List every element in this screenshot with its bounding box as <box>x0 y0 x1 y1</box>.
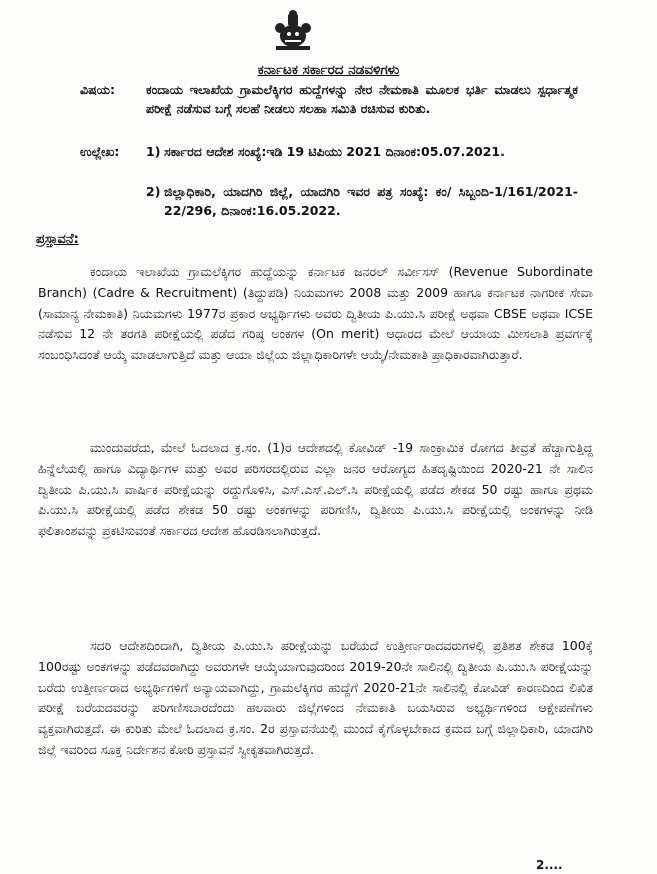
state-emblem-icon <box>270 8 316 54</box>
reference-text: ಜಿಲ್ಲಾಧಿಕಾರಿ, ಯಾದಗಿರಿ ಜಿಲ್ಲೆ, ಯಾದಗಿರಿ ಇವರ ಪತ್ರ ಸಂಖ್ಯೆ: ಕಂ/ ಸಿಬ್ಬಂದಿ-1/161/2021-22/296, ದಿನಾಂಕ:16.05.2022. <box>164 184 578 218</box>
reference-text: ಸರ್ಕಾರದ ಆದೇಶ ಸಂಖ್ಯೆ:ಇಡಿ 19 ಟಿಪಿಯು 2021 ದಿನಾಂಕ:05.07.2021. <box>164 144 505 159</box>
paragraph-1: ಕಂದಾಯ ಇಲಾಖೆಯ ಗ್ರಾಮಲೆಕ್ಕಿಗರ ಹುದ್ದೆಯನ್ನು ಕರ್ನಾಟಕ ಜನರಲ್ ಸರ್ವೀಸಸ್ (Revenue Subordinate Branch) (Cadre & Recruitment) (ತಿದ್ದುಪಡಿ) ನಿಯಮಗಳು 2008 ಮತ್ತು 2009 ಹಾಗೂ ಕರ್ನಾಟಕ ನಾಗರೀಕ ಸೇವಾ (ಸಾಮಾನ್ಯ ನೇಮಕಾತಿ) ನಿಯಮಗಳು 1977ರ ಪ್ರಕಾರ ಅಭ್ಯರ್ಥಿಗಳು ಅವರು ದ್ವಿತೀಯ ಪಿ.ಯು.ಸಿ ಪರೀಕ್ಷೆ ಅಥವಾ CBSE ಅಥವಾ ICSE ನಡೆಸುವ 12 ನೇ ತರಗತಿ ಪರೀಕ್ಷೆಯಲ್ಲಿ ಪಡೆದ ಗರಿಷ್ಠ ಅಂಕಗಳ (On merit) ಆಧಾರದ ಮೇಲೆ ಆಯಾಯ ಮೀಸಲಾತಿ ಪ್ರವರ್ಗಕ್ಕೆ ಸಂಬಂಧಿಸಿದಂತೆ ಆಯ್ಕೆ ಮಾಡಲಾಗುತ್ತಿದೆ ಮತ್ತು ಆಯಾ ಜಿಲ್ಲೆಯ ಜಿಲ್ಲಾಧಿಕಾರಿಗಳೇ ಆಯ್ಕೆ/ನೇಮಕಾತಿ ಪ್ರಾಧಿಕಾರವಾಗಿರುತ್ತಾರೆ. <box>38 264 593 363</box>
paragraph-2: ಮುಂದುವರೆದು, ಮೇಲೆ ಓದಲಾದ ಕ್ರ.ಸಂ. (1)ರ ಆದೇಶದಲ್ಲಿ ಕೋವಿಡ್ -19 ಸಾಂಕ್ರಾಮಿಕ ರೋಗದ ತೀವ್ರತೆ ಹೆಚ್ಚಾಗುತ್ತಿದ್ದ ಹಿನ್ನೆಲೆಯಲ್ಲಿ ಹಾಗೂ ವಿದ್ಯಾರ್ಥಿಗಳ ಮತ್ತು ಅವರ ಪರಿಸರದಲ್ಲಿರುವ ಎಲ್ಲಾ ಜನರ ಆರೋಗ್ಯದ ಹಿತದೃಷ್ಟಿಯಿಂದ 2020-21 ನೇ ಸಾಲಿನ ದ್ವಿತೀಯ ಪಿ.ಯು.ಸಿ ವಾರ್ಷಿಕ ಪರೀಕ್ಷೆಯನ್ನು ರದ್ದುಗೊಳಿಸಿ, ಎಸ್.ಎಸ್.ಎಲ್.ಸಿ ಪರೀಕ್ಷೆಯಲ್ಲಿ ಪಡೆದ ಶೇಕಡ 50 ರಷ್ಟು ಹಾಗೂ ಪ್ರಥಮ ಪಿ.ಯು.ಸಿ ಪರೀಕ್ಷೆಯಲ್ಲಿ ಪಡೆದ ಶೇಕಡ 50 ರಷ್ಟು ಅಂಕಗಳನ್ನು ಪರಿಗಣಿಸಿ, ದ್ವಿತೀಯ ಪಿ.ಯು.ಸಿ ಪರೀಕ್ಷೆಯಲ್ಲಿ ಅಂಕಗಳನ್ನು ನೀಡಿ ಫಲಿತಾಂಶವನ್ನು ಪ್ರಕಟಿಸುವಂತೆ ಸರ್ಕಾರದ ಆದೇಶ ಹೊರಡಿಸಲಾಗಿರುತ್ತದೆ. <box>38 440 593 539</box>
subject-label: ವಿಷಯ: <box>80 82 115 97</box>
reference-label: ಉಲ್ಲೇಖ: <box>80 144 120 159</box>
preamble-heading: ಪ್ರಸ್ತಾವನೆ: <box>36 232 79 247</box>
subject-block <box>80 80 580 140</box>
government-proceedings-title: ಕರ್ನಾಟಕ ಸರ್ಕಾರದ ನಡವಳಿಗಳು <box>257 62 400 78</box>
reference-number: 2) <box>146 184 161 199</box>
reference-item-2 <box>80 182 580 222</box>
paragraph-3: ಸದರಿ ಆದೇಶದಿಂದಾಗಿ, ದ್ವಿತೀಯ ಪಿ.ಯು.ಸಿ ಪರೀಕ್ಷೆಯನ್ನು ಬರೆಯದೆ ಉತ್ತೀರ್ಣರಾದವರುಗಳಲ್ಲಿ ಪ್ರತಿಶತ ಶೇಕಡ 100ಕ್ಕೆ 100ರಷ್ಟು ಅಂಕಗಳನ್ನು ಪಡೆದವರಾಗಿದ್ದು ಅವರುಗಳೇ ಆಯ್ಕೆಯಾಗುವುದರಿಂದ 2019-20ನೇ ಸಾಲಿನಲ್ಲಿ ದ್ವಿತೀಯ ಪಿ.ಯು.ಸಿ ಪರೀಕ್ಷೆಯನ್ನು ಬರೆದು ಉತ್ತೀರ್ಣರಾದ ಅಭ್ಯರ್ಥಿಗಳಿಗೆ ಅನ್ಯಾಯವಾಗಿದ್ದು, ಗ್ರಾಮಲೆಕ್ಕಿಗರ ಹುದ್ದೆಗೆ 2020-21ನೇ ಸಾಲಿನಲ್ಲಿ ಕೋವಿಡ್ ಕಾರಣದಿಂದ ಲಿಖಿತ ಪರೀಕ್ಷೆ ಬರೆಯದವರನ್ನು ಪರಿಗಣಿಸಬಾರದೆಂದು ಹಲವಾರು ಜಿಲ್ಲೆಗಳಿಂದ ನೇಮಕಾತಿ ಬಯಸಿರುವ ಅಭ್ಯರ್ಥಿಗಳಿಂದ ಆಕ್ಷೇಪಣೆಗಳು ವ್ಯಕ್ತವಾಗಿರುತ್ತದೆ. ಈ ಕುರಿತು ಮೇಲೆ ಓದಲಾದ ಕ್ರ.ಸಂ. 2ರ ಪ್ರಸ್ತಾವನೆಯಲ್ಲಿ ಮುಂದೆ ಕೈಗೊಳ್ಳಬೇಕಾದ ಕ್ರಮದ ಬಗ್ಗೆ ಜಿಲ್ಲಾಧಿಕಾರಿ, ಯಾದಗಿರಿ ಜಿಲ್ಲೆ ಇವರಿಂದ ಸೂಕ್ತ ನಿರ್ದೇಶನ ಕೋರಿ ಪ್ರಸ್ತಾವನೆ ಸ್ವೀಕೃತವಾಗಿರುತ್ತದೆ. <box>38 638 593 757</box>
page-number: 2.... <box>536 858 563 872</box>
reference-item-1 <box>80 142 580 182</box>
reference-number: 1) <box>146 144 161 159</box>
subject-text: ಕಂದಾಯ ಇಲಾಖೆಯ ಗ್ರಾಮಲೆಕ್ಕಿಗರ ಹುದ್ದೆಗಳನ್ನು ನೇರ ನೇಮಕಾತಿ ಮೂಲಕ ಭರ್ತಿ ಮಾಡಲು ಸ್ಪರ್ಧಾತ್ಮಕ ಪರೀಕ್ಷೆ ನಡೆಸುವ ಬಗ್ಗೆ ಸಲಹೆ ನೀಡಲು ಸಲಹಾ ಸಮಿತಿ ರಚಿಸುವ ಕುರಿತು. <box>146 82 578 116</box>
